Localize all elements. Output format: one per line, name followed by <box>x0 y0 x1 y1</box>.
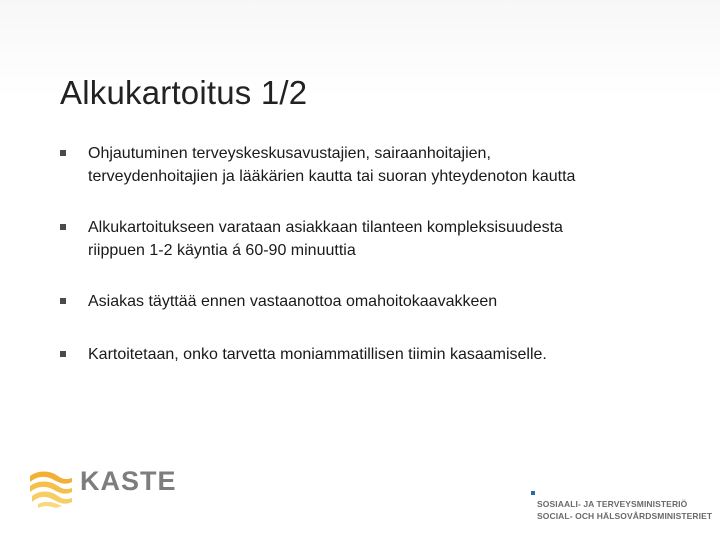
bullet-text-line: terveydenhoitajien ja lääkärien kautta tai suoran yhteydenoton kautta <box>88 168 576 185</box>
ministry-name-fi: SOSIAALI- JA TERVEYSMINISTERIÖ <box>537 499 688 509</box>
bullet-text-line: riippuen 1-2 käyntia á 60-90 minuuttia <box>88 242 356 259</box>
ministry-name <box>537 498 712 522</box>
bullet-item <box>60 216 680 262</box>
bullet-item <box>60 343 680 366</box>
bullet-list <box>60 142 680 366</box>
bullet-text-line: Ohjautuminen terveyskeskusavustajien, sairaanhoitajien, <box>88 145 491 162</box>
kaste-logo-text: KASTE <box>80 466 177 496</box>
square-bullet-icon <box>60 224 66 230</box>
bullet-text-line: Alkukartoitukseen varataan asiakkaan tilanteen kompleksisuudesta <box>88 219 563 236</box>
bullet-text-line: Kartoitetaan, onko tarvetta moniammatillisen tiimin kasaamiselle. <box>88 346 547 363</box>
ministry-logo-icon <box>531 491 535 495</box>
bullet-item <box>60 290 680 313</box>
square-bullet-icon <box>60 351 66 357</box>
ministry-name-sv: SOCIAL- OCH HÄLSOVÅRDSMINISTERIET <box>537 511 713 521</box>
bullet-item <box>60 142 680 188</box>
square-bullet-icon <box>60 150 66 156</box>
slide-title: Alkukartoitus 1/2 <box>60 74 308 111</box>
bullet-text-line: Asiakas täyttää ennen vastaanottoa omahoitokaavakkeen <box>88 293 498 310</box>
square-bullet-icon <box>60 298 66 304</box>
